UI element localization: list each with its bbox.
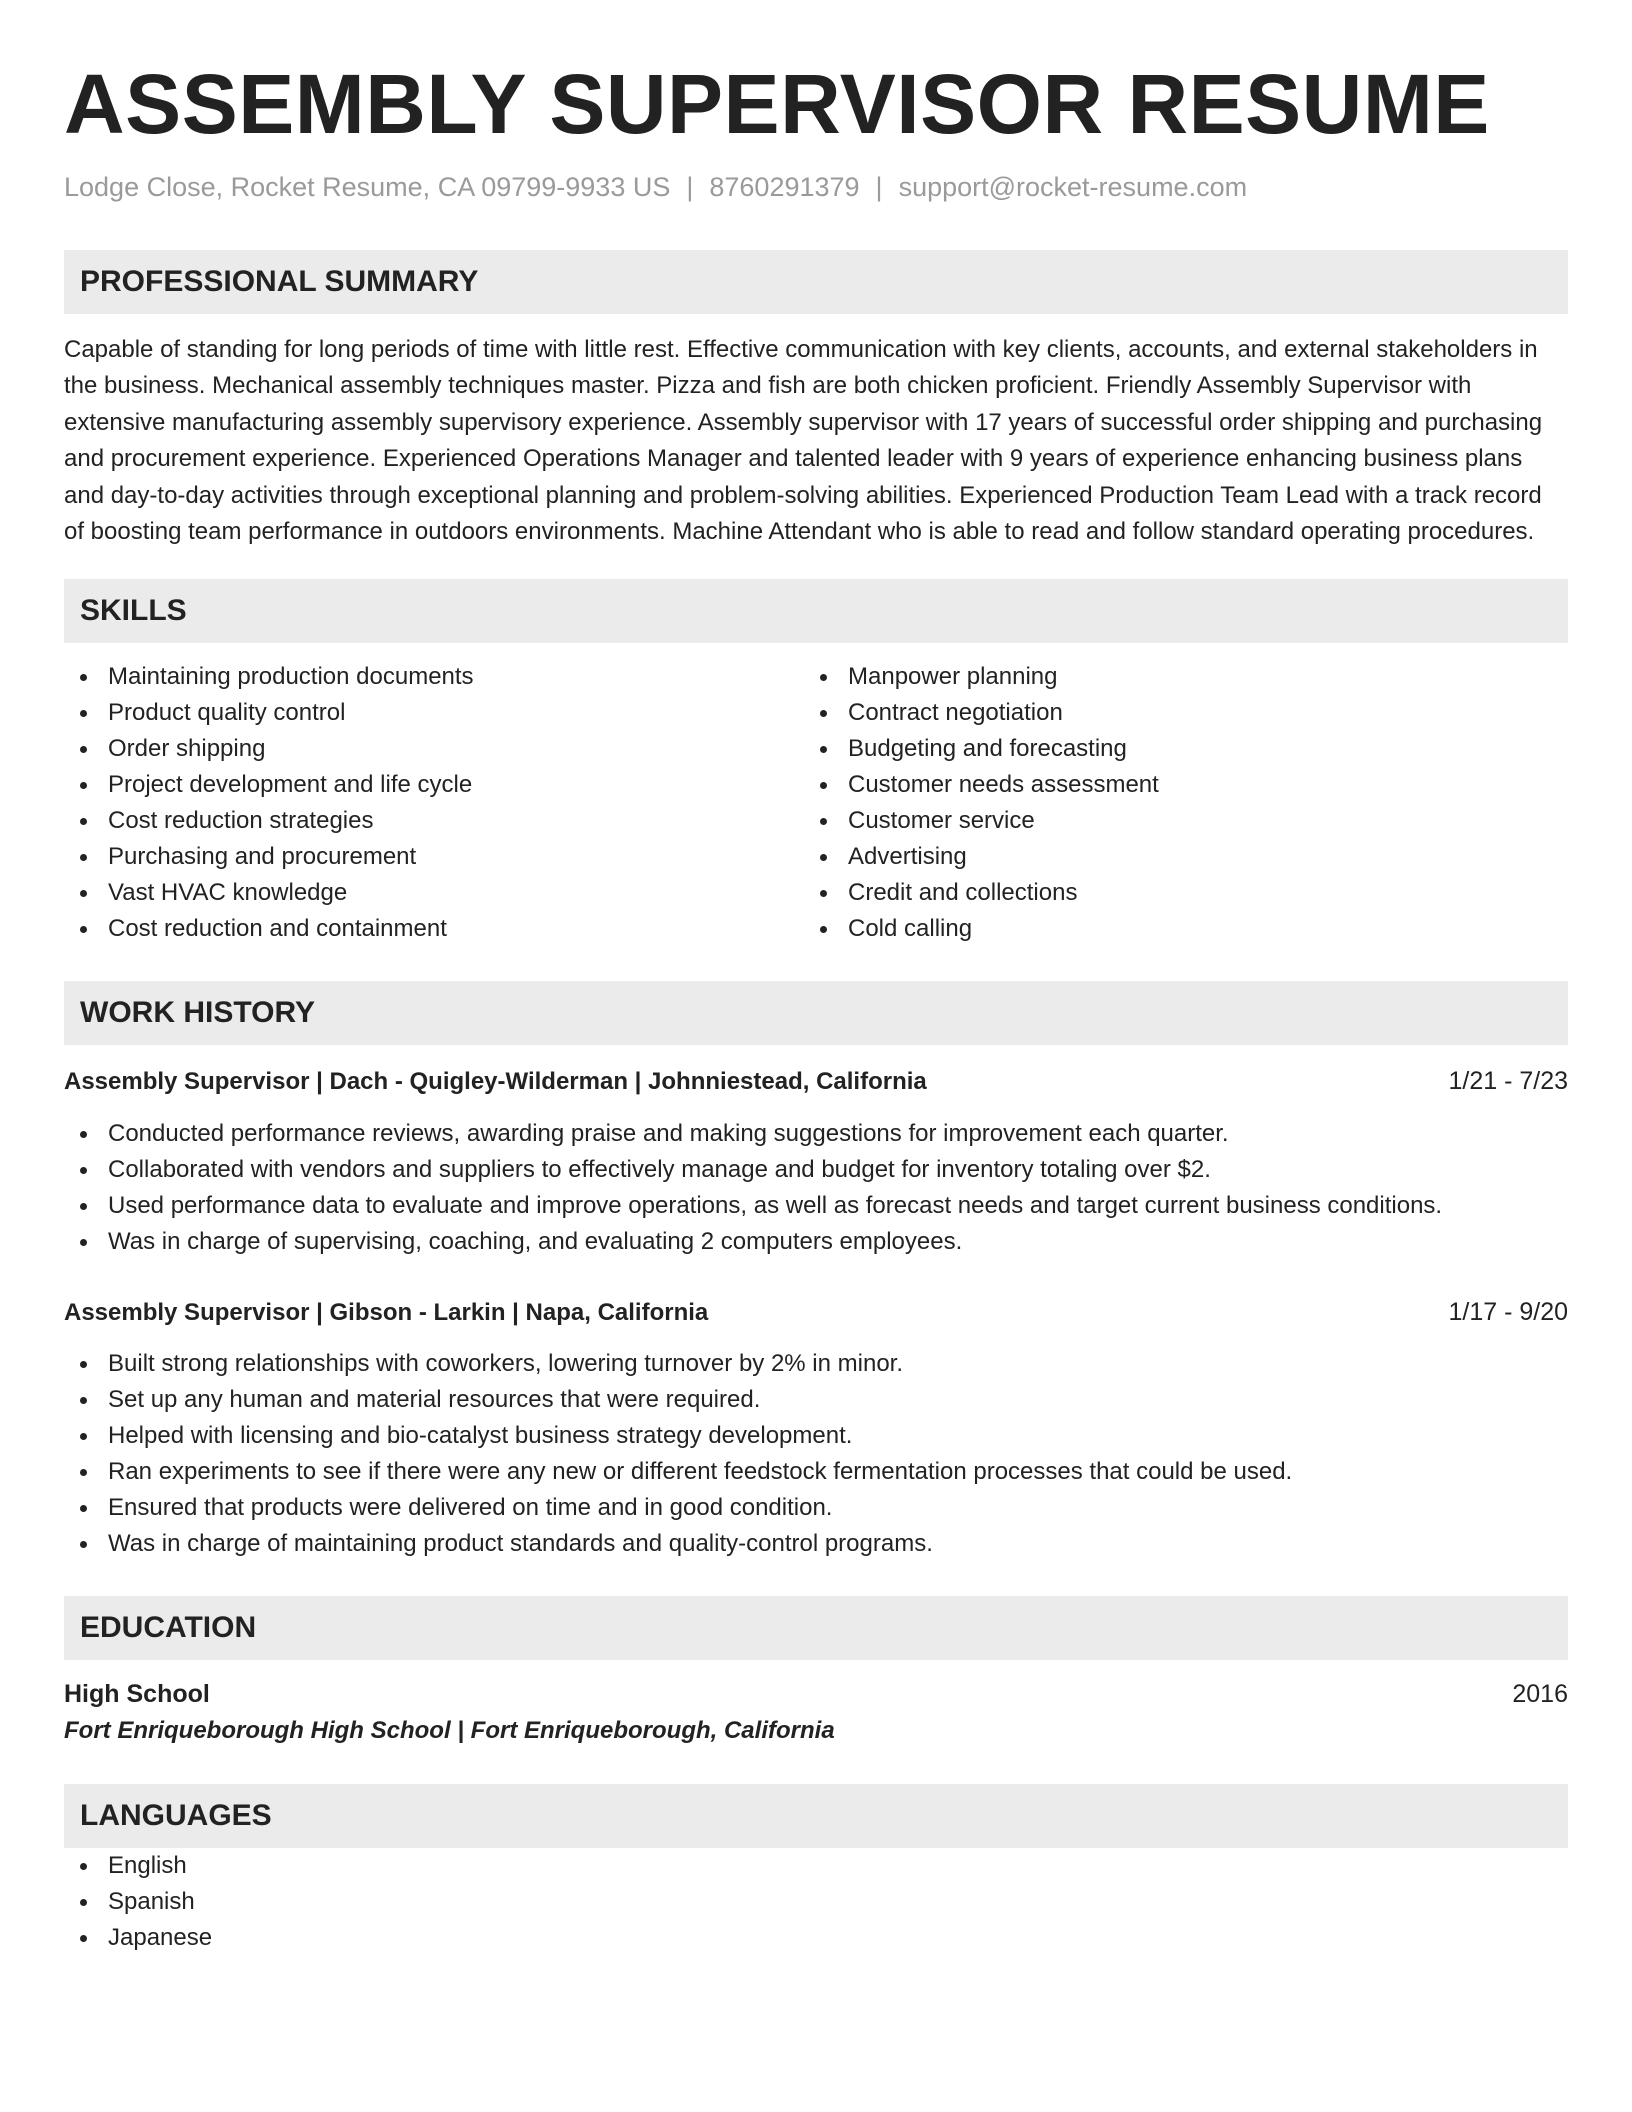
job-bullet: Set up any human and material resources that were required. <box>64 1382 1568 1418</box>
skills-list-right <box>804 659 1544 947</box>
job-title: Assembly Supervisor | Dach - Quigley-Wilderman | Johnniestead, California <box>64 1068 927 1096</box>
education-degree: High School <box>64 1680 210 1709</box>
skill-item: Cold calling <box>804 911 1544 947</box>
section-heading-work-history: WORK HISTORY <box>64 981 1568 1045</box>
section-heading-skills: SKILLS <box>64 579 1568 643</box>
job-title: Assembly Supervisor | Gibson - Larkin | Napa, California <box>64 1299 709 1327</box>
skill-item: Maintaining production documents <box>64 659 804 695</box>
section-heading-summary: PROFESSIONAL SUMMARY <box>64 250 1568 314</box>
summary-text: Capable of standing for long periods of time with little rest. Effective communication with key clients, accounts, and external stakeholders in the business. Mechanical assembly techniques master. Pizza and fish are both chicken proficient. Friendly Assembly Supervisor with extensive manufacturing assembly supervisory experience. Assembly supervisor with 17 years of successful order shipping and purchasing and procurement experience. Experienced Operations Manager and talented leader with 9 years of experience enhancing business plans and day-to-day activities through exceptional planning and problem-solving abilities. Experienced Production Team Lead with a track record of boosting team performance in outdoors environments. Machine Attendant who is able to read and follow standard operating procedures. <box>64 336 1543 546</box>
job-bullet: Helped with licensing and bio-catalyst business strategy development. <box>64 1418 1568 1454</box>
contact-separator: | <box>875 172 883 202</box>
skill-item: Customer needs assessment <box>804 767 1544 803</box>
skill-item: Budgeting and forecasting <box>804 731 1544 767</box>
job-bullet: Was in charge of maintaining product standards and quality-control programs. <box>64 1526 1568 1562</box>
job-bullets <box>64 1346 1568 1562</box>
skills-list-left <box>64 659 804 947</box>
skill-item: Customer service <box>804 803 1544 839</box>
skill-item: Order shipping <box>64 731 804 767</box>
section-heading-education: EDUCATION <box>64 1596 1568 1660</box>
skill-item: Purchasing and procurement <box>64 839 804 875</box>
skill-item: Product quality control <box>64 695 804 731</box>
skills-column-left <box>64 659 804 947</box>
contact-phone: 8760291379 <box>709 172 860 202</box>
job-entry <box>64 1063 1568 1260</box>
skill-item: Credit and collections <box>804 875 1544 911</box>
job-bullets <box>64 1116 1568 1260</box>
job-bullet: Ran experiments to see if there were any new or different feedstock fermentation processes that could be used. <box>64 1454 1568 1490</box>
job-header <box>64 1063 1568 1100</box>
job-dates: 1/17 - 9/20 <box>1448 1298 1568 1327</box>
job-bullet: Conducted performance reviews, awarding praise and making suggestions for improvement each quarter. <box>64 1116 1568 1152</box>
resume-name: ASSEMBLY SUPERVISOR RESUME <box>64 57 1490 151</box>
language-item: Spanish <box>64 1884 1568 1920</box>
skills-grid <box>64 659 1568 947</box>
skill-item: Project development and life cycle <box>64 767 804 803</box>
job-bullet: Built strong relationships with coworkers, lowering turnover by 2% in minor. <box>64 1346 1568 1382</box>
section-heading-languages: LANGUAGES <box>64 1784 1568 1848</box>
job-bullet: Collaborated with vendors and suppliers to effectively manage and budget for inventory totaling over $2. <box>64 1152 1568 1188</box>
skill-item: Cost reduction and containment <box>64 911 804 947</box>
language-item: Japanese <box>64 1920 1568 1956</box>
education-year: 2016 <box>1512 1680 1568 1709</box>
education-header <box>64 1676 1568 1712</box>
job-dates: 1/21 - 7/23 <box>1448 1067 1568 1096</box>
skill-item: Manpower planning <box>804 659 1544 695</box>
skill-item: Cost reduction strategies <box>64 803 804 839</box>
contact-line <box>64 170 1568 204</box>
job-bullet: Used performance data to evaluate and improve operations, as well as forecast needs and target current business conditions. <box>64 1188 1568 1224</box>
contact-separator: | <box>686 172 694 202</box>
languages-list <box>64 1848 1568 1956</box>
education-entry <box>64 1676 1568 1750</box>
skill-item: Contract negotiation <box>804 695 1544 731</box>
skill-item: Advertising <box>804 839 1544 875</box>
skills-column-right <box>804 659 1544 947</box>
contact-email: support@rocket-resume.com <box>898 172 1248 202</box>
contact-address: Lodge Close, Rocket Resume, CA 09799-9933 US <box>64 172 671 202</box>
skill-item: Vast HVAC knowledge <box>64 875 804 911</box>
language-item: English <box>64 1848 1568 1884</box>
job-bullet: Ensured that products were delivered on time and in good condition. <box>64 1490 1568 1526</box>
job-entry <box>64 1294 1568 1562</box>
job-header <box>64 1294 1568 1331</box>
education-school: Fort Enriqueborough High School | Fort Enriqueborough, California <box>64 1717 835 1745</box>
job-bullet: Was in charge of supervising, coaching, and evaluating 2 computers employees. <box>64 1224 1568 1260</box>
